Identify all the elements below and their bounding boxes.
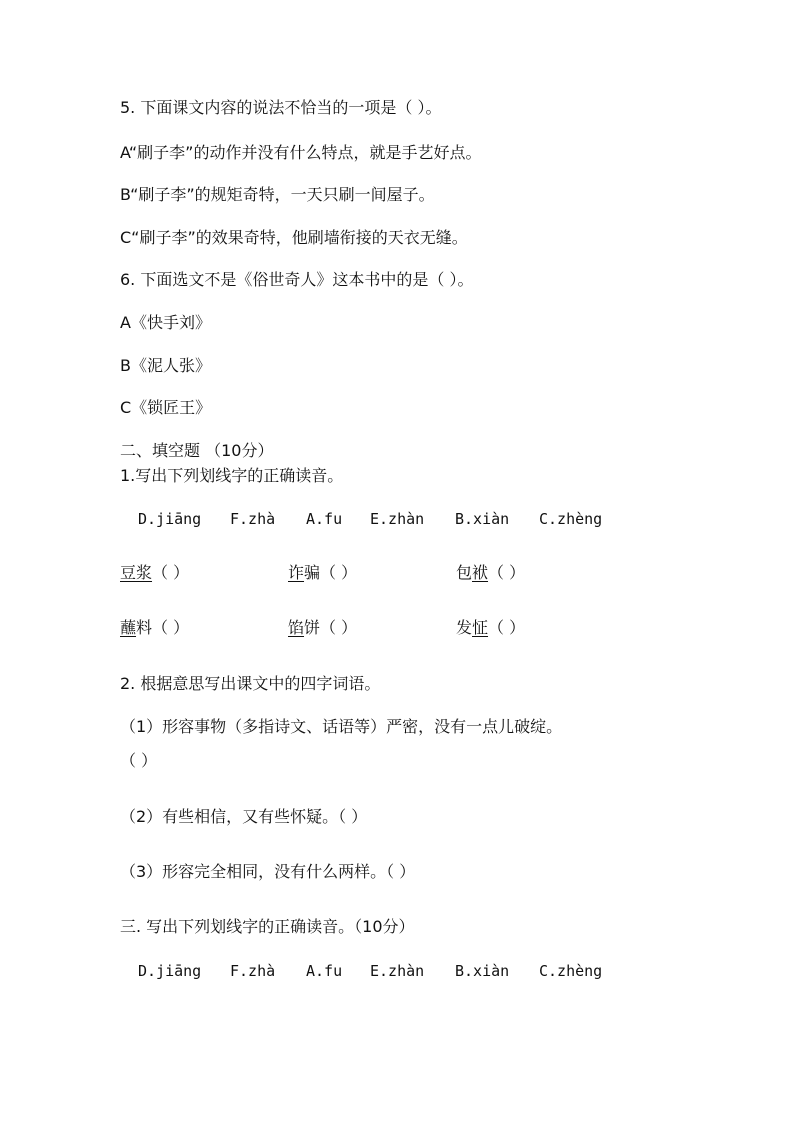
section2-q2-stem: 2. 根据意思写出课文中的四字词语。: [120, 674, 381, 693]
choice: E.zhàn: [370, 510, 425, 528]
word-item: [120, 618, 189, 638]
word-item: [456, 563, 525, 583]
q6-stem: 6. 下面选文不是《俗世奇人》这本书中的是（ ）。: [120, 270, 474, 289]
choice: B.xiàn: [455, 962, 510, 980]
choice: C.zhèng: [539, 510, 603, 528]
section2-q2-item-3: （3）形容完全相同，没有什么两样。（ ）: [120, 862, 416, 881]
word-rest: 包: [456, 563, 473, 582]
section2-title: 二、填空题 （10分）: [120, 441, 274, 460]
word-item: [456, 618, 525, 638]
answer-paren: （ ）: [152, 563, 190, 582]
choice: C.zhèng: [539, 962, 603, 980]
q5-option-c: C“刷子李”的效果奇特，他刷墙衔接的天衣无缝。: [120, 228, 468, 247]
word-rest: 料: [136, 618, 153, 637]
word-rest: 饼: [304, 618, 321, 637]
section3-choices: [138, 961, 602, 981]
word-rest: 骗: [304, 563, 321, 582]
section2-q2-item-2: （2）有些相信，又有些怀疑。（ ）: [120, 807, 368, 826]
answer-paren: （ ）: [320, 563, 358, 582]
word-rest: 发: [456, 618, 473, 637]
answer-paren: （ ）: [488, 618, 526, 637]
word-item: [120, 563, 189, 583]
choice: A.fu: [306, 962, 343, 980]
section2-q2-item-1-blank: （ ）: [120, 751, 158, 770]
answer-paren: （ ）: [320, 618, 358, 637]
underlined-char: 怔: [472, 618, 489, 637]
underlined-char: 馅: [288, 618, 305, 637]
q5-stem: 5. 下面课文内容的说法不恰当的一项是（ ）。: [120, 98, 442, 117]
q6-option-a: A《快手刘》: [120, 313, 211, 332]
q5-option-a: A“刷子李”的动作并没有什么特点，就是手艺好点。: [120, 143, 482, 162]
underlined-word: 豆浆: [120, 563, 153, 582]
q6-option-b: B《泥人张》: [120, 356, 211, 375]
word-item: [288, 563, 357, 583]
choice: E.zhàn: [370, 962, 425, 980]
choice: B.xiàn: [455, 510, 510, 528]
answer-paren: （ ）: [488, 563, 526, 582]
choice: A.fu: [306, 510, 343, 528]
underlined-char: 袱: [472, 563, 489, 582]
section3-title: 三. 写出下列划线字的正确读音。（10分）: [120, 917, 415, 936]
underlined-char: 诈: [288, 563, 305, 582]
q5-option-b: B“刷子李”的规矩奇特，一天只刷一间屋子。: [120, 185, 435, 204]
choice: D.jiāng: [138, 962, 202, 980]
choice: F.zhà: [230, 510, 276, 528]
word-item: [288, 618, 357, 638]
section2-q2-item-1: （1）形容事物（多指诗文、话语等）严密，没有一点儿破绽。: [120, 717, 563, 736]
section2-q1-choices: [138, 509, 602, 529]
section2-q1-stem: 1.写出下列划线字的正确读音。: [120, 466, 344, 485]
choice: D.jiāng: [138, 510, 202, 528]
q6-option-c: C《锁匠王》: [120, 398, 212, 417]
choice: F.zhà: [230, 962, 276, 980]
answer-paren: （ ）: [152, 618, 190, 637]
underlined-char: 蘸: [120, 618, 137, 637]
